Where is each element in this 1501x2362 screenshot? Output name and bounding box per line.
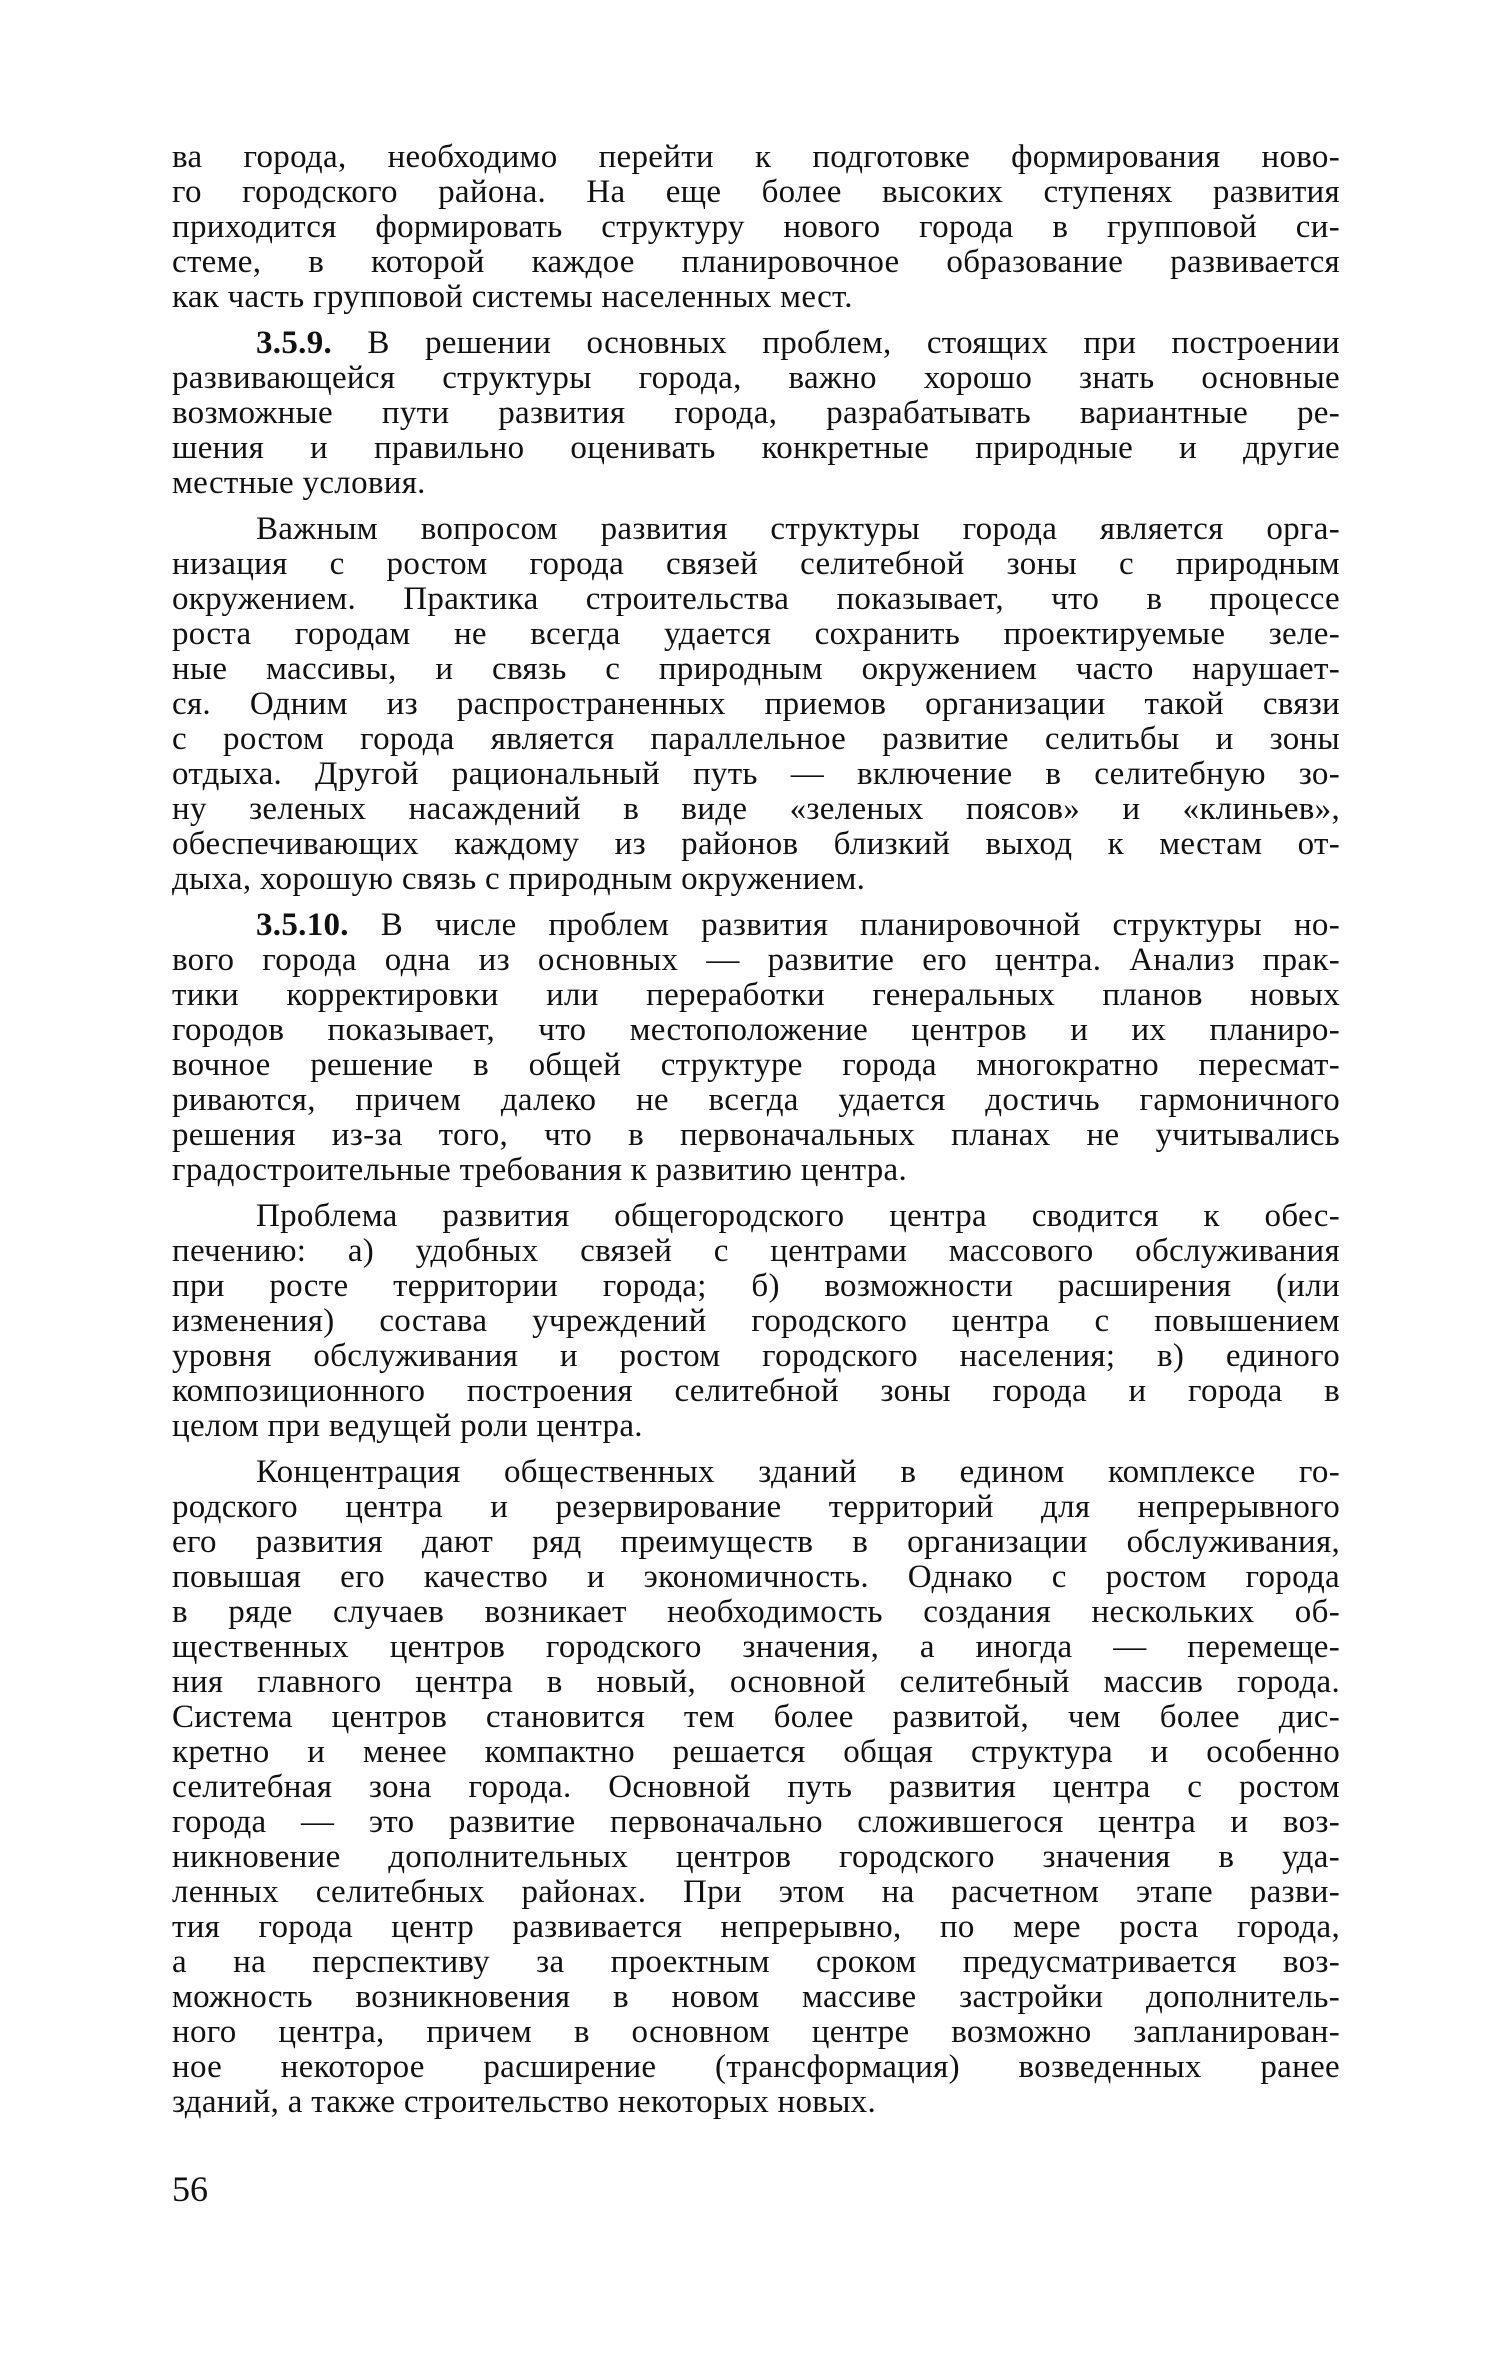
text-line xyxy=(172,908,1340,943)
text-line: можность возникновения в новом массиве застройки дополнитель- xyxy=(172,1980,1340,2015)
line-text: В решении основных проблем, стоящих при построении xyxy=(332,326,1340,361)
text-line: тики корректировки или переработки генеральных планов новых xyxy=(172,978,1340,1013)
text-line: вого города одна из основных — развитие его центра. Анализ прак- xyxy=(172,943,1340,978)
text-line: уровня обслуживания и ростом городского населения; в) единого xyxy=(172,1339,1340,1374)
text-line: в ряде случаев возникает необходимость создания нескольких об- xyxy=(172,1595,1340,1630)
text-line xyxy=(172,326,1340,361)
page-body xyxy=(172,140,1340,2120)
text-line: приходится формировать структуру нового города в групповой си- xyxy=(172,210,1340,245)
text-line: городов показывает, что местоположение центров и их планиро- xyxy=(172,1013,1340,1048)
text-line: Проблема развития общегородского центра сводится к обес- xyxy=(256,1199,1340,1234)
text-line: ное некоторое расширение (трансформация) возведенных ранее xyxy=(172,2050,1340,2085)
text-line: изменения) состава учреждений городского центра с повышением xyxy=(172,1304,1340,1339)
text-line: обеспечивающих каждому из районов близкий выход к местам от- xyxy=(172,827,1340,862)
text-line: а на перспективу за проектным сроком предусматривается воз- xyxy=(172,1945,1340,1980)
text-line: Система центров становится тем более развитой, чем более дис- xyxy=(172,1700,1340,1735)
text-line: никновение дополнительных центров городского значения в уда- xyxy=(172,1840,1340,1875)
text-line: при росте территории города; б) возможности расширения (или xyxy=(172,1269,1340,1304)
text-line: как часть групповой системы населенных мест. xyxy=(172,280,853,315)
text-line: низация с ростом города связей селитебной зоны с природным xyxy=(172,547,1340,582)
text-line: щественных центров городского значения, а иногда — перемеще- xyxy=(172,1630,1340,1665)
text-line: риваются, причем далеко не всегда удается достичь гармоничного xyxy=(172,1083,1340,1118)
text-line: ну зеленых насаждений в виде «зеленых поясов» и «клиньев», xyxy=(172,792,1340,827)
text-line: го городского района. На еще более высоких ступенях развития xyxy=(172,175,1340,210)
text-line: кретно и менее компактно решается общая структура и особенно xyxy=(172,1735,1340,1770)
text-line: ленных селитебных районах. При этом на расчетном этапе разви- xyxy=(172,1875,1340,1910)
paragraph xyxy=(172,140,1340,315)
text-line: тия города центр развивается непрерывно, по мере роста города, xyxy=(172,1910,1340,1945)
text-line: ся. Одним из распространенных приемов организации такой связи xyxy=(172,687,1340,722)
page-number: 56 xyxy=(172,2169,208,2209)
text-line: дыха, хорошую связь с природным окружением. xyxy=(172,862,866,897)
line-text: В числе проблем развития планировочной структуры но- xyxy=(348,908,1340,943)
text-line: окружением. Практика строительства показывает, что в процессе xyxy=(172,582,1340,617)
paragraph xyxy=(172,326,1340,501)
text-line: города — это развитие первоначально сложившегося центра и воз- xyxy=(172,1805,1340,1840)
text-line: стеме, в которой каждое планировочное образование развивается xyxy=(172,245,1340,280)
text-line: вочное решение в общей структуре города многократно пересмат- xyxy=(172,1048,1340,1083)
text-line: печению: а) удобных связей с центрами массового обслуживания xyxy=(172,1234,1340,1269)
text-line: отдыха. Другой рациональный путь — включение в селитебную зо- xyxy=(172,757,1340,792)
text-line: ния главного центра в новый, основной селитебный массив города. xyxy=(172,1665,1340,1700)
section-number: 3.5.9. xyxy=(256,326,333,361)
text-line: родского центра и резервирование территорий для непрерывного xyxy=(172,1490,1340,1525)
text-line: селитебная зона города. Основной путь развития центра с ростом xyxy=(172,1770,1340,1805)
paragraph xyxy=(172,512,1340,897)
text-line: решения из-за того, что в первоначальных планах не учитывались xyxy=(172,1118,1340,1153)
text-line: ного центра, причем в основном центре возможно запланирован- xyxy=(172,2015,1340,2050)
section-number: 3.5.10. xyxy=(256,908,349,943)
text-line: ва города, необходимо перейти к подготовке формирования ново- xyxy=(172,140,1340,175)
text-line: Важным вопросом развития структуры города является орга- xyxy=(256,512,1340,547)
text-line: повышая его качество и экономичность. Однако с ростом города xyxy=(172,1560,1340,1595)
text-line: композиционного построения селитебной зоны города и города в xyxy=(172,1374,1340,1409)
paragraph xyxy=(172,1199,1340,1444)
text-line: с ростом города является параллельное развитие селитьбы и зоны xyxy=(172,722,1340,757)
text-line: шения и правильно оценивать конкретные природные и другие xyxy=(172,431,1340,466)
text-line: местные условия. xyxy=(172,466,426,501)
text-line: целом при ведущей роли центра. xyxy=(172,1409,643,1444)
text-line: его развития дают ряд преимуществ в организации обслуживания, xyxy=(172,1525,1340,1560)
paragraph xyxy=(172,1455,1340,2120)
paragraph xyxy=(172,908,1340,1188)
text-line: Концентрация общественных зданий в едином комплексе го- xyxy=(256,1455,1340,1490)
text-line: зданий, а также строительство некоторых новых. xyxy=(172,2085,877,2120)
text-line: роста городам не всегда удается сохранить проектируемые зеле- xyxy=(172,617,1340,652)
text-line: градостроительные требования к развитию центра. xyxy=(172,1153,908,1188)
text-line: ные массивы, и связь с природным окружением часто нарушает- xyxy=(172,652,1340,687)
text-line: развивающейся структуры города, важно хорошо знать основные xyxy=(172,361,1340,396)
text-line: возможные пути развития города, разрабатывать вариантные ре- xyxy=(172,396,1340,431)
